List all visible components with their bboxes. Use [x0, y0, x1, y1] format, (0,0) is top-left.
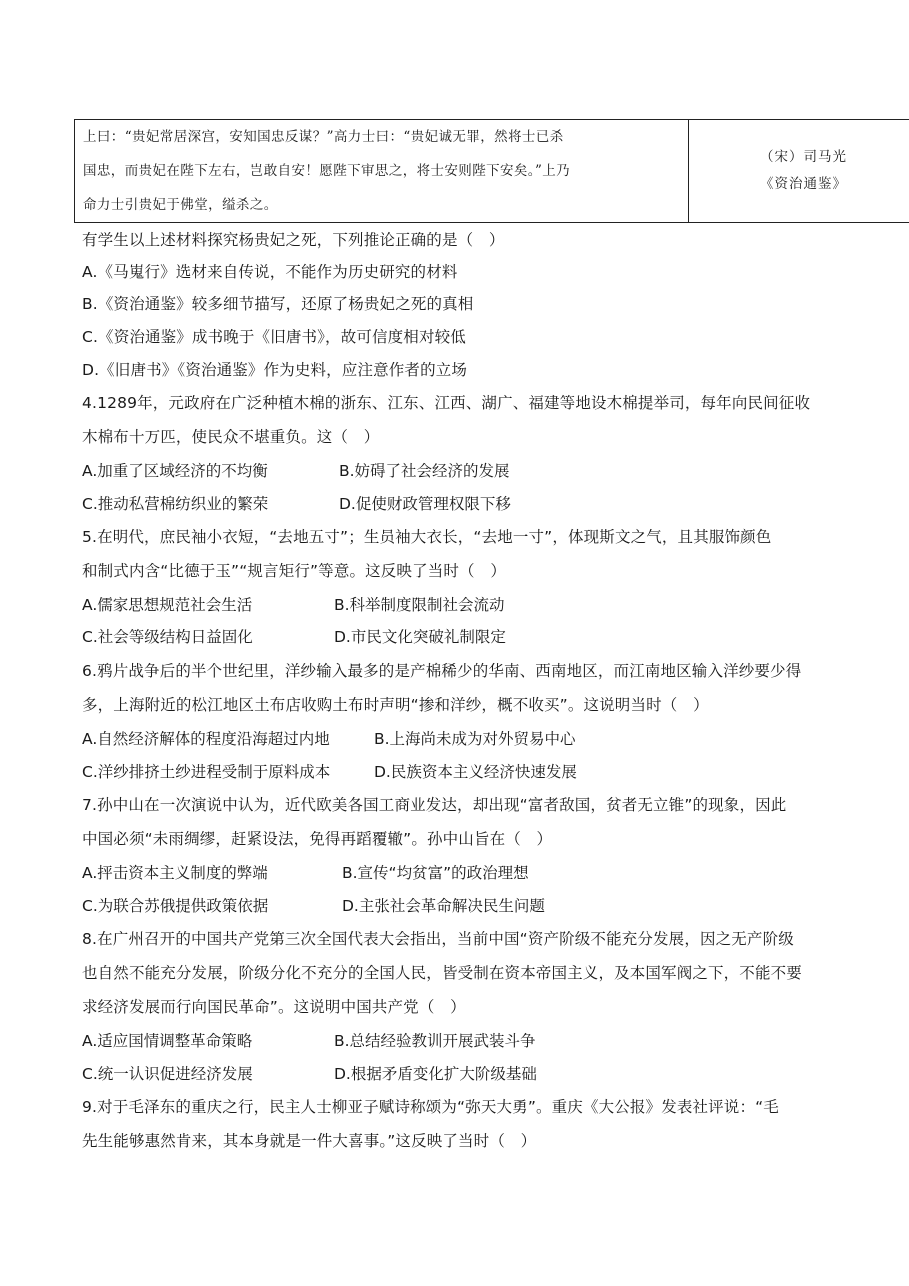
q6-stem-line2: 多，上海附近的松江地区土布店收购土布时声明“掺和洋纱，概不收买”。这说明当时（ ）	[82, 696, 709, 714]
q9-stem-line2: 先生能够惠然肯来，其本身就是一件大喜事。”这反映了当时（ ）	[82, 1132, 537, 1150]
q5-stem-line2: 和制式内含“比德于玉”“规言矩行”等意。这反映了当时（ ）	[82, 562, 506, 580]
q8-option-c: C.统一认识促进经济发展	[82, 1065, 253, 1083]
q6-stem-line1: 6.鸦片战争后的半个世纪里，洋纱输入最多的是产棉稀少的华南、西南地区，而江南地区输入洋纱要少得	[82, 662, 802, 680]
q7-stem-line2: 中国必须“未雨绸缪，赶紧设法，免得再蹈覆辙”。孙中山旨在（ ）	[82, 830, 553, 848]
q8-option-b: B.总结经验教训开展武装斗争	[334, 1032, 536, 1050]
q4-stem-line2: 木棉布十万匹，使民众不堪重负。这（ ）	[82, 428, 380, 446]
q3-option-c: C.《资治通鉴》成书晚于《旧唐书》，故可信度相对较低	[82, 328, 466, 346]
source-table	[74, 119, 909, 223]
quote-line: 上曰：“贵妃常居深宫，安知国忠反谋？”高力士曰：“贵妃诚无罪，然将士已杀	[83, 129, 564, 145]
q5-option-a: A.儒家思想规范社会生活	[82, 596, 253, 614]
q8-stem-line1: 8.在广州召开的中国共产党第三次全国代表大会指出，当前中国“资产阶级不能充分发展，因之无产阶级	[82, 930, 794, 948]
q8-stem-line2: 也自然不能充分发展，阶级分化不充分的全国人民，皆受制在资本帝国主义，及本国军阀之下，不能不要	[82, 964, 802, 982]
q4-option-a: A.加重了区域经济的不均衡	[82, 462, 268, 480]
q5-option-d: D.市民文化突破礼制限定	[334, 628, 506, 646]
source-attribution-cell	[689, 120, 909, 223]
q6-option-d: D.民族资本主义经济快速发展	[374, 763, 577, 781]
q7-option-b: B.宣传“均贫富”的政治理想	[342, 864, 529, 882]
q3-option-b: B.《资治通鉴》较多细节描写，还原了杨贵妃之死的真相	[82, 295, 474, 313]
q7-stem-line1: 7.孙中山在一次演说中认为，近代欧美各国工商业发达，却出现“富者敌国，贫者无立锥”的现象，因此	[82, 796, 787, 814]
q9-stem-line1: 9.对于毛泽东的重庆之行，民主人士柳亚子赋诗称颂为“弥天大勇”。重庆《大公报》发表社评说：“毛	[82, 1098, 779, 1116]
q8-stem-line3: 求经济发展而行向国民革命”。这说明中国共产党（ ）	[82, 998, 466, 1016]
quote-line: 国忠，而贵妃在陛下左右，岂敢自安！愿陛下审思之，将士安则陛下安矣。”上乃	[83, 163, 571, 179]
q4-option-c: C.推动私营棉纺织业的繁荣	[82, 495, 269, 513]
q3-stem: 有学生以上述材料探究杨贵妃之死，下列推论正确的是（ ）	[82, 231, 505, 249]
q5-option-b: B.科举制度限制社会流动	[334, 596, 505, 614]
q4-stem-line1: 4.1289年，元政府在广泛种植木棉的浙东、江东、江西、湖广、福建等地设木棉提举司，每年向民间征收	[82, 394, 811, 412]
source-author: （宋）司马光	[760, 149, 847, 165]
q4-option-b: B.妨碍了社会经济的发展	[339, 462, 510, 480]
q8-option-d: D.根据矛盾变化扩大阶级基础	[334, 1065, 537, 1083]
q5-option-c: C.社会等级结构日益固化	[82, 628, 253, 646]
q6-option-c: C.洋纱排挤土纱进程受制于原料成本	[82, 763, 331, 781]
q7-option-c: C.为联合苏俄提供政策依据	[82, 897, 269, 915]
q7-option-d: D.主张社会革命解决民生问题	[342, 897, 545, 915]
q7-option-a: A.抨击资本主义制度的弊端	[82, 864, 268, 882]
q8-option-a: A.适应国情调整革命策略	[82, 1032, 253, 1050]
q6-option-b: B.上海尚未成为对外贸易中心	[374, 730, 576, 748]
quote-line: 命力士引贵妃于佛堂，缢杀之。	[83, 197, 278, 213]
q3-option-a: A.《马嵬行》选材来自传说，不能作为历史研究的材料	[82, 263, 458, 281]
source-quote-cell	[75, 120, 689, 223]
q5-stem-line1: 5.在明代，庶民袖小衣短，“去地五寸”；生员袖大衣长，“去地一寸”，体现斯文之气，且其服饰颜色	[82, 528, 772, 546]
q6-option-a: A.自然经济解体的程度沿海超过内地	[82, 730, 330, 748]
source-book: 《资治通鉴》	[760, 176, 847, 192]
q4-option-d: D.促使财政管理权限下移	[339, 495, 511, 513]
q3-option-d: D.《旧唐书》《资治通鉴》作为史料，应注意作者的立场	[82, 361, 468, 379]
